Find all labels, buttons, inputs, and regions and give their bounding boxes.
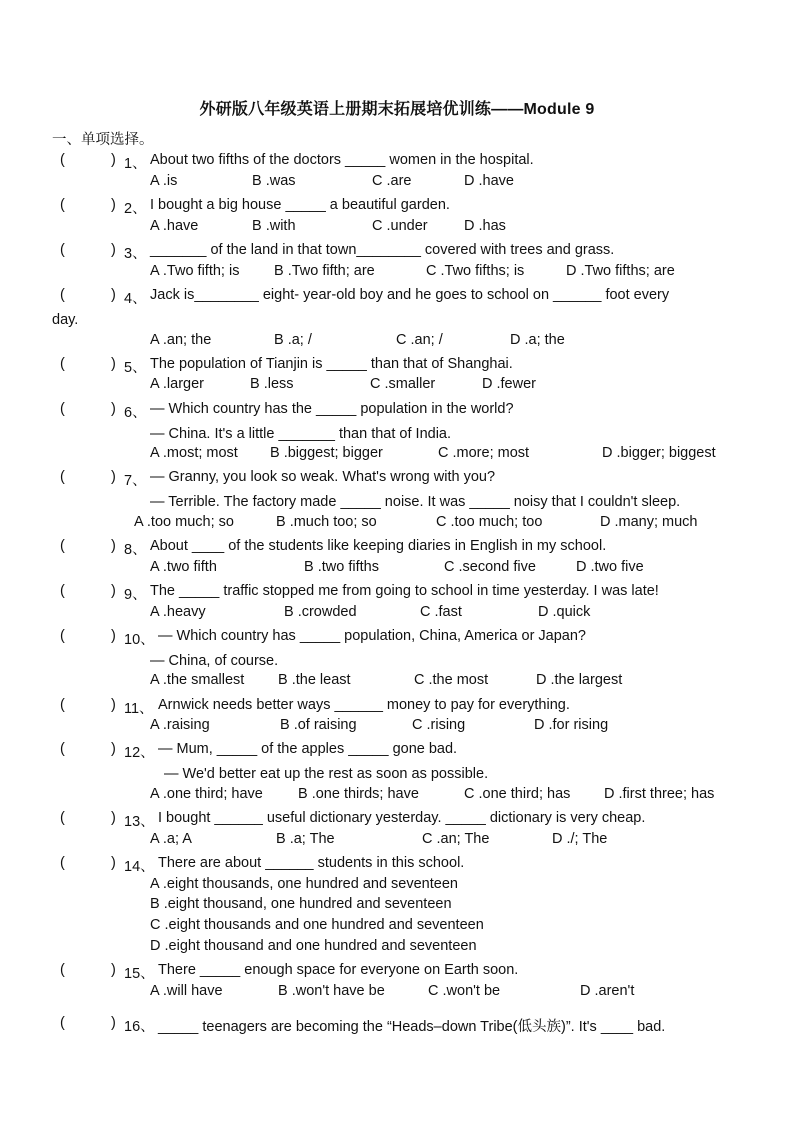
answer-option: B .less	[250, 376, 294, 392]
answer-option: D .many; much	[600, 514, 698, 530]
question-stem: — Which country has the _____ population in the world?	[150, 401, 514, 417]
answer-option: D .have	[464, 173, 514, 189]
question-number: 7、	[124, 473, 147, 489]
question-number: 15、	[124, 966, 155, 982]
question-number: 3、	[124, 246, 147, 262]
question-stem: There _____ enough space for everyone on Earth soon.	[158, 962, 519, 978]
question-stem: Jack is________ eight- year-old boy and he goes to school on ______ foot every	[150, 287, 670, 303]
answer-option: B .was	[252, 173, 296, 189]
answer-paren-open: (	[60, 538, 65, 554]
question-stem: _____ teenagers are becoming the “Heads–down Tribe(低头族)”. It's ____ bad.	[158, 1019, 666, 1035]
answer-paren-open: (	[60, 810, 65, 826]
answer-option: A .will have	[150, 983, 223, 999]
answer-option: B .a; /	[274, 332, 312, 348]
answer-option: B .biggest; bigger	[270, 445, 383, 461]
answer-paren-open: (	[60, 697, 65, 713]
answer-paren-open: (	[60, 242, 65, 258]
answer-option: D .first three; has	[604, 786, 715, 802]
answer-paren-close: )	[111, 810, 116, 826]
answer-paren-open: (	[60, 583, 65, 599]
answer-option: D .has	[464, 218, 506, 234]
answer-paren-close: )	[111, 356, 116, 372]
answer-option: B .two fifths	[304, 559, 379, 575]
answer-option: B .won't have be	[278, 983, 385, 999]
answer-option: A .one third; have	[150, 786, 263, 802]
question-stem: The _____ traffic stopped me from going to school in time yesterday. I was late!	[150, 583, 659, 599]
answer-option: C .an; The	[422, 831, 490, 847]
answer-paren-close: )	[111, 628, 116, 644]
answer-paren-close: )	[111, 962, 116, 978]
question-number: 2、	[124, 201, 147, 217]
answer-paren-close: )	[111, 697, 116, 713]
answer-option: D ./; The	[552, 831, 608, 847]
answer-paren-close: )	[111, 583, 116, 599]
page-title: 外研版八年级英语上册期末拓展培优训练——Module 9	[199, 101, 595, 118]
answer-option: D .a; the	[510, 332, 565, 348]
answer-option: C .under	[372, 218, 428, 234]
dialogue-reply: — We'd better eat up the rest as soon as possible.	[164, 766, 489, 782]
answer-option: D .quick	[538, 604, 591, 620]
question-number: 13、	[124, 814, 155, 830]
question-stem: About two fifths of the doctors _____ women in the hospital.	[150, 152, 534, 168]
question-stem: The population of Tianjin is _____ than that of Shanghai.	[150, 356, 513, 372]
answer-option: C .fast	[420, 604, 462, 620]
answer-option: C .one third; has	[464, 786, 571, 802]
answer-option: B .eight thousand, one hundred and seventeen	[150, 896, 452, 912]
dialogue-reply: — China. It's a little _______ than that of India.	[150, 426, 452, 442]
question-number: 6、	[124, 405, 147, 421]
answer-option: B .a; The	[276, 831, 335, 847]
question-stem: I bought a big house _____ a beautiful garden.	[150, 197, 450, 213]
answer-option: D .bigger; biggest	[602, 445, 716, 461]
answer-paren-open: (	[60, 855, 65, 871]
answer-paren-open: (	[60, 741, 65, 757]
answer-paren-close: )	[111, 741, 116, 757]
section-heading: 一、单项选择。	[52, 132, 154, 148]
question-continuation: day.	[52, 312, 79, 328]
answer-option: A .most; most	[150, 445, 238, 461]
answer-option: C .an; /	[396, 332, 443, 348]
answer-option: A .larger	[150, 376, 204, 392]
question-stem: — Mum, _____ of the apples _____ gone bad.	[158, 741, 458, 757]
answer-option: C .too much; too	[436, 514, 543, 530]
question-number: 9、	[124, 587, 147, 603]
answer-option: B .with	[252, 218, 296, 234]
answer-option: A .too much; so	[134, 514, 234, 530]
question-number: 11、	[124, 701, 154, 717]
answer-option: D .aren't	[580, 983, 635, 999]
answer-option: A .Two fifth; is	[150, 263, 240, 279]
answer-option: C .rising	[412, 717, 466, 733]
answer-option: C .more; most	[438, 445, 530, 461]
answer-paren-open: (	[60, 1015, 65, 1031]
question-number: 5、	[124, 360, 147, 376]
question-number: 8、	[124, 542, 147, 558]
answer-paren-open: (	[60, 197, 65, 213]
answer-paren-close: )	[111, 401, 116, 417]
answer-paren-open: (	[60, 469, 65, 485]
answer-option: B .one thirds; have	[298, 786, 419, 802]
question-stem: Arnwick needs better ways ______ money to pay for everything.	[158, 697, 570, 713]
answer-paren-open: (	[60, 356, 65, 372]
answer-option: B .Two fifth; are	[274, 263, 375, 279]
dialogue-reply: — Terrible. The factory made _____ noise. It was _____ noisy that I couldn't sleep.	[150, 494, 681, 510]
answer-paren-close: )	[111, 197, 116, 213]
answer-option: A .a; A	[150, 831, 192, 847]
answer-option: C .won't be	[428, 983, 501, 999]
question-stem: I bought ______ useful dictionary yesterday. _____ dictionary is very cheap.	[158, 810, 646, 826]
answer-option: C .smaller	[370, 376, 436, 392]
answer-option: A .is	[150, 173, 178, 189]
question-number: 4、	[124, 291, 147, 307]
answer-option: A .heavy	[150, 604, 206, 620]
answer-paren-open: (	[60, 962, 65, 978]
answer-option: B .crowded	[284, 604, 357, 620]
answer-option: A .eight thousands, one hundred and seventeen	[150, 876, 458, 892]
answer-option: D .for rising	[534, 717, 609, 733]
question-number: 16、	[124, 1019, 155, 1035]
answer-option: D .the largest	[536, 672, 623, 688]
question-stem: — Granny, you look so weak. What's wrong with you?	[150, 469, 496, 485]
answer-option: D .two five	[576, 559, 644, 575]
answer-paren-close: )	[111, 469, 116, 485]
answer-paren-close: )	[111, 242, 116, 258]
answer-paren-open: (	[60, 152, 65, 168]
answer-paren-close: )	[111, 152, 116, 168]
question-number: 1、	[124, 156, 147, 172]
answer-option: A .raising	[150, 717, 210, 733]
answer-paren-close: )	[111, 538, 116, 554]
question-stem: There are about ______ students in this school.	[158, 855, 465, 871]
question-stem: About ____ of the students like keeping diaries in English in my school.	[150, 538, 607, 554]
question-stem: _______ of the land in that town________ covered with trees and grass.	[150, 242, 615, 258]
answer-option: B .of raising	[280, 717, 357, 733]
answer-option: A .two fifth	[150, 559, 217, 575]
answer-paren-open: (	[60, 401, 65, 417]
dialogue-reply: — China, of course.	[150, 653, 279, 669]
answer-option: B .the least	[278, 672, 351, 688]
answer-option: C .Two fifths; is	[426, 263, 525, 279]
answer-option: C .eight thousands and one hundred and seventeen	[150, 917, 484, 933]
answer-option: D .fewer	[482, 376, 536, 392]
question-stem: — Which country has _____ population, China, America or Japan?	[158, 628, 586, 644]
answer-paren-open: (	[60, 287, 65, 303]
answer-option: C .second five	[444, 559, 536, 575]
answer-paren-close: )	[111, 287, 116, 303]
answer-option: A .the smallest	[150, 672, 245, 688]
answer-option: A .have	[150, 218, 199, 234]
answer-option: A .an; the	[150, 332, 212, 348]
answer-paren-open: (	[60, 628, 65, 644]
answer-paren-close: )	[111, 1015, 116, 1031]
question-number: 14、	[124, 859, 155, 875]
question-number: 10、	[124, 632, 155, 648]
answer-option: C .the most	[414, 672, 489, 688]
answer-option: C .are	[372, 173, 412, 189]
answer-option: B .much too; so	[276, 514, 377, 530]
answer-paren-close: )	[111, 855, 116, 871]
question-number: 12、	[124, 745, 155, 761]
answer-option: D .Two fifths; are	[566, 263, 675, 279]
answer-option: D .eight thousand and one hundred and seventeen	[150, 938, 477, 954]
